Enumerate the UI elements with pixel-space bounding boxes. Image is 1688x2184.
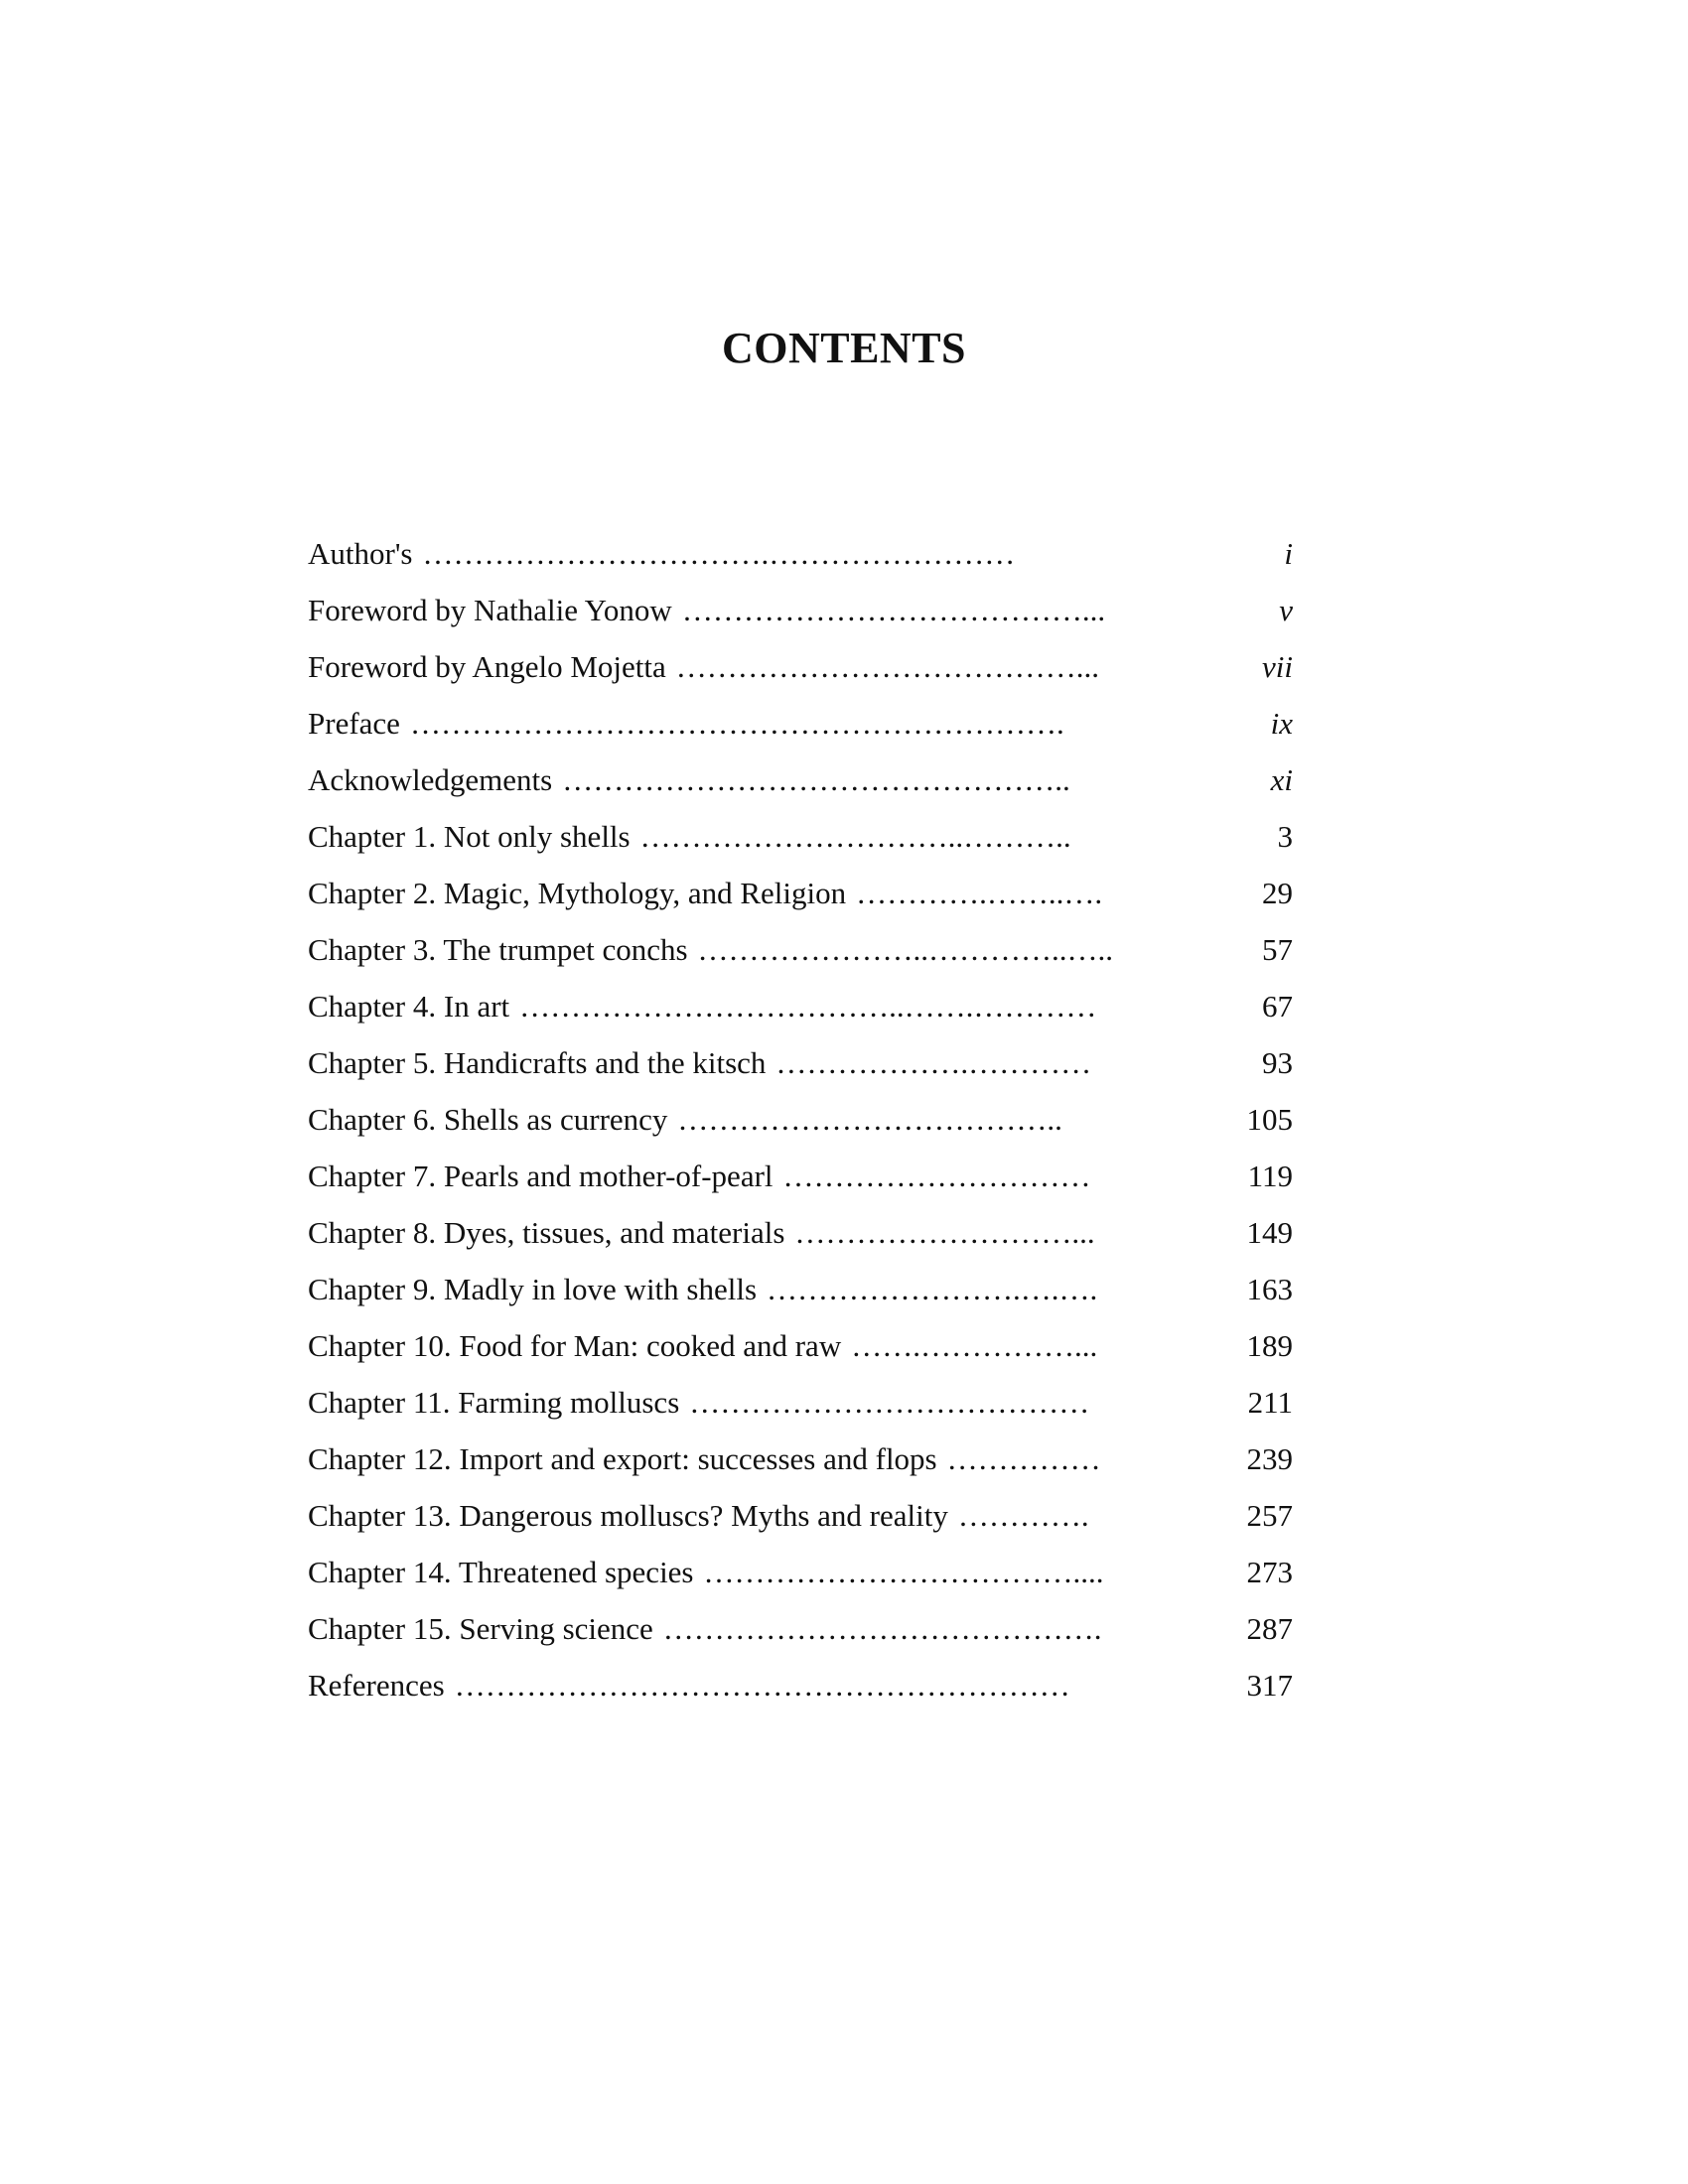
toc-entry-label: Chapter 6. Shells as currency <box>308 1102 668 1137</box>
toc-leader-dots: ……………………………….... <box>703 1555 1104 1589</box>
toc-page-number: 119 <box>1247 1159 1293 1193</box>
toc-page-number: i <box>1284 536 1293 571</box>
page-title: CONTENTS <box>721 324 967 372</box>
toc-entry <box>308 1664 1293 1707</box>
toc-entry-label: Chapter 12. Import and export: successes and flops <box>308 1441 937 1476</box>
toc-entry <box>308 928 1293 972</box>
toc-entry <box>308 1494 1293 1538</box>
toc-page-number: vii <box>1262 649 1293 684</box>
toc-leader-dots: ………………………………..…….………… <box>519 989 1097 1024</box>
toc-entry <box>308 1098 1293 1142</box>
toc-entry-label: References <box>308 1668 445 1703</box>
toc-entry <box>308 985 1293 1028</box>
toc-entry-label: Chapter 10. Food for Man: cooked and raw <box>308 1328 842 1363</box>
toc-entry <box>308 645 1293 689</box>
toc-entry-label: Foreword by Nathalie Yonow <box>308 593 672 627</box>
toc-leader-dots: ………………………………………….. <box>562 762 1070 797</box>
toc-page-number: 239 <box>1246 1441 1293 1476</box>
toc-entry <box>308 1268 1293 1311</box>
toc-entry-label: Foreword by Angelo Mojetta <box>308 649 666 684</box>
toc-leader-dots: ………………………………… <box>689 1385 1090 1420</box>
toc-leader-dots: …………………………………... <box>681 593 1106 627</box>
toc-entry-label: Chapter 4. In art <box>308 989 510 1024</box>
toc-entry <box>308 1437 1293 1481</box>
toc-page-number: v <box>1279 593 1293 627</box>
toc-entry-label: Chapter 8. Dyes, tissues, and materials <box>308 1215 785 1250</box>
toc-entry <box>308 815 1293 859</box>
toc-page-number: 257 <box>1246 1498 1293 1533</box>
toc-entry-label: Chapter 11. Farming molluscs <box>308 1385 680 1420</box>
toc-entry <box>308 1211 1293 1255</box>
toc-entry-label: Chapter 13. Dangerous molluscs? Myths and reality <box>308 1498 948 1533</box>
toc-page-number: 149 <box>1246 1215 1293 1250</box>
toc-leader-dots: …….……………... <box>851 1328 1098 1363</box>
toc-entry-label: Chapter 15. Serving science <box>308 1611 653 1646</box>
toc-leader-dots: ………………………... <box>794 1215 1095 1250</box>
toc-page-number: 3 <box>1277 819 1293 854</box>
toc-page-number: 105 <box>1246 1102 1293 1137</box>
toc-entry-label: Chapter 9. Madly in love with shells <box>308 1272 758 1306</box>
toc-entry <box>308 1041 1293 1085</box>
toc-leader-dots: ………….……..…. <box>856 876 1103 910</box>
toc-page-number: xi <box>1270 762 1293 797</box>
toc-entry-label: Chapter 2. Magic, Mythology, and Religion <box>308 876 847 910</box>
toc-leader-dots: ………………………………………………………. <box>409 706 1064 741</box>
toc-leader-dots: …………. <box>957 1498 1089 1533</box>
toc-entry <box>308 589 1293 632</box>
toc-leader-dots: …………… <box>946 1441 1101 1476</box>
toc-page-number: 189 <box>1246 1328 1293 1363</box>
toc-entry <box>308 1155 1293 1198</box>
toc-entry-label: Chapter 3. The trumpet conchs <box>308 932 688 967</box>
toc-entry-label: Acknowledgements <box>308 762 553 797</box>
toc-leader-dots: …………………………………... <box>675 649 1100 684</box>
toc-leader-dots: ……………………………….. <box>677 1102 1062 1137</box>
toc-entry <box>308 872 1293 915</box>
toc-leader-dots: ………………………… <box>782 1159 1091 1193</box>
toc-entry <box>308 1381 1293 1425</box>
toc-page-number: 163 <box>1246 1272 1293 1306</box>
toc-entry <box>308 702 1293 746</box>
toc-entry-label: Chapter 5. Handicrafts and the kitsch <box>308 1045 767 1080</box>
toc-leader-dots: …………………..…………..….. <box>697 932 1114 967</box>
toc-page-number: 57 <box>1262 932 1293 967</box>
toc-page-number: 93 <box>1262 1045 1293 1080</box>
toc-entry-label: Preface <box>308 706 400 741</box>
toc-entry <box>308 1324 1293 1368</box>
toc-page-number: 273 <box>1246 1555 1293 1589</box>
toc-leader-dots: …………………………….…………………… <box>422 536 1016 571</box>
toc-page-number: ix <box>1270 706 1293 741</box>
toc-entry-label: Author's <box>308 536 413 571</box>
toc-page-number: 317 <box>1246 1668 1293 1703</box>
toc-leader-dots: …………………….….…. <box>767 1272 1098 1306</box>
toc-page-number: 211 <box>1247 1385 1293 1420</box>
toc-leader-dots: …………………………..……….. <box>639 819 1071 854</box>
toc-page-number: 67 <box>1262 989 1293 1024</box>
toc-leader-dots: ……………….………… <box>775 1045 1092 1080</box>
toc-entry <box>308 1551 1293 1594</box>
toc-entry-label: Chapter 1. Not only shells <box>308 819 631 854</box>
toc-entry <box>308 1607 1293 1651</box>
toc-entry-label: Chapter 7. Pearls and mother-of-pearl <box>308 1159 774 1193</box>
toc-entry-label: Chapter 14. Threatened species <box>308 1555 694 1589</box>
toc-page-number: 287 <box>1246 1611 1293 1646</box>
toc-page-number: 29 <box>1262 876 1293 910</box>
toc-leader-dots: …………………………………………………… <box>454 1668 1070 1703</box>
toc-leader-dots: ……………………………………. <box>662 1611 1102 1646</box>
toc-entry <box>308 532 1293 576</box>
toc-entry <box>308 758 1293 802</box>
